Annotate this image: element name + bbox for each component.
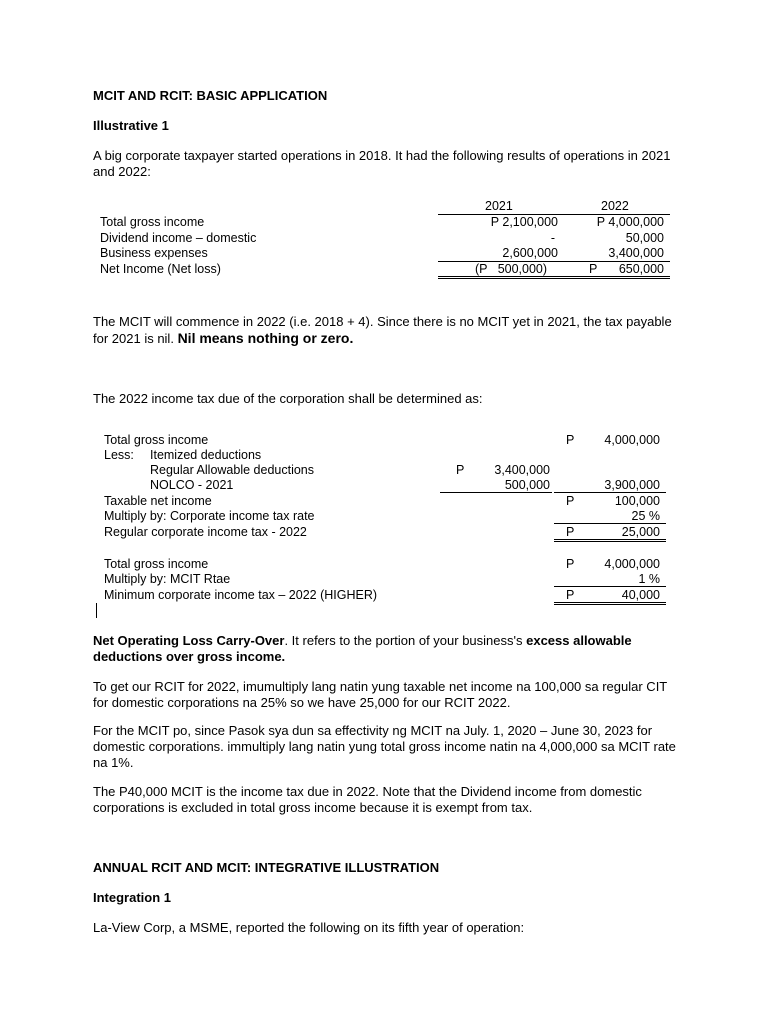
taxable-income-value: 100,000	[614, 494, 660, 508]
taxable-income-label: Taxable net income	[104, 494, 212, 508]
less-label: Less:	[104, 448, 134, 462]
intro-paragraph: A big corporate taxpayer started operations in 2018. It had the following results of operations in 2021 and 2022:	[93, 148, 671, 179]
currency-symbol: P	[566, 557, 575, 571]
cell-2021: P 2,100,000	[490, 215, 558, 229]
nolco-def-emphasis: excess allowable deductions over gross income.	[93, 633, 632, 664]
mcit-rule-bottom	[554, 604, 666, 605]
mcit-label: Minimum corporate income tax – 2022 (HIGHER)	[104, 588, 378, 602]
cell-2022: 50,000	[625, 231, 664, 245]
mcit-value: 40,000	[621, 588, 660, 602]
total-rule-bottom	[438, 278, 670, 279]
tgi-value: 4,000,000	[604, 557, 660, 571]
cell-2022: 650,000	[618, 262, 664, 276]
cell-2021: -	[550, 231, 555, 245]
rate-value: 25 %	[631, 509, 660, 523]
rcit-rule-top	[554, 539, 666, 540]
mcit-commence-text: The MCIT will commence in 2022 (i.e. 2018 + 4). Since there is no MCIT yet in 2021, the tax payable for 2021 is nil.	[93, 314, 672, 346]
nolco-label: NOLCO - 2021	[150, 478, 234, 492]
nolco-definition	[93, 633, 678, 665]
tgi-label: Total gross income	[104, 433, 209, 447]
cell-2021: 2,600,000	[502, 246, 558, 260]
mcit-rate-rule	[554, 586, 666, 587]
mcit-paragraph: For the MCIT po, since Pasok sya dun sa effectivity ng MCIT na July. 1, 2020 – June 30, 2023 for domestic corporations. immultiply lang natin yung total gross income natin na 4,000,000 sa MCIT rate na 1%.	[93, 723, 676, 770]
illustrative-heading: Illustrative 1	[93, 118, 169, 133]
rate-rule	[554, 523, 666, 524]
nil-note: Nil means nothing or zero.	[177, 330, 354, 346]
row-label: Business expenses	[100, 246, 208, 260]
integration-heading: Integration 1	[93, 890, 172, 905]
mcit-rate-label: Multiply by: MCIT Rtae	[104, 572, 231, 586]
text-cursor	[96, 603, 97, 618]
deductions-total: 3,900,000	[604, 478, 660, 492]
currency-symbol: P	[566, 525, 575, 539]
cell-2022-currency: P	[589, 262, 598, 276]
rcit-label: Regular corporate income tax - 2022	[104, 525, 307, 539]
year-2022-header: 2022	[601, 199, 629, 213]
currency-symbol: P	[566, 588, 575, 602]
row-label: Net Income (Net loss)	[100, 262, 221, 276]
integrative-heading: ANNUAL RCIT AND MCIT: INTEGRATIVE ILLUSTRATION	[93, 860, 440, 875]
rcit-value: 25,000	[621, 525, 660, 539]
currency-symbol: P	[566, 494, 575, 508]
regular-deductions-value: 3,400,000	[494, 463, 550, 477]
cell-2022: 3,400,000	[608, 246, 664, 260]
itemized-label: Itemized deductions	[150, 448, 262, 462]
due-paragraph: The P40,000 MCIT is the income tax due in 2022. Note that the Dividend income from domestic corporations is excluded in total gross income because it is exempt from tax.	[93, 784, 642, 815]
row-label: Dividend income – domestic	[100, 231, 257, 245]
mcit-commence-paragraph	[93, 314, 678, 347]
due-intro: The 2022 income tax due of the corporation shall be determined as:	[93, 391, 483, 406]
cell-2021: (P 500,000)	[475, 262, 548, 276]
nolco-term: Net Operating Loss Carry-Over	[93, 633, 285, 648]
laview-paragraph: La-View Corp, a MSME, reported the following on its fifth year of operation:	[93, 920, 525, 935]
nolco-value: 500,000	[504, 478, 550, 492]
regular-deductions-label: Regular Allowable deductions	[150, 463, 314, 477]
main-heading: MCIT AND RCIT: BASIC APPLICATION	[93, 88, 328, 103]
tgi-label: Total gross income	[104, 557, 209, 571]
deductions-rule	[440, 492, 552, 493]
cell-2022: P 4,000,000	[596, 215, 664, 229]
mcit-rule-top	[554, 602, 666, 603]
total-rule-top	[438, 276, 670, 277]
rcit-rule-bottom	[554, 541, 666, 542]
nolco-def-text: . It refers to the portion of your business's	[284, 633, 527, 648]
deductions-total-rule	[554, 492, 666, 493]
row-label: Total gross income	[100, 215, 205, 229]
year-2021-header: 2021	[485, 199, 513, 213]
mcit-rate-value: 1 %	[638, 572, 660, 586]
rcit-paragraph: To get our RCIT for 2022, imumultiply lang natin yung taxable net income na 100,000 sa regular CIT for domestic corporations na 25% so we have 25,000 for our RCIT 2022.	[93, 679, 668, 710]
currency-symbol: P	[566, 433, 575, 447]
currency-symbol: P	[456, 463, 465, 477]
rate-label: Multiply by: Corporate income tax rate	[104, 509, 315, 523]
tgi-value: 4,000,000	[604, 433, 660, 447]
